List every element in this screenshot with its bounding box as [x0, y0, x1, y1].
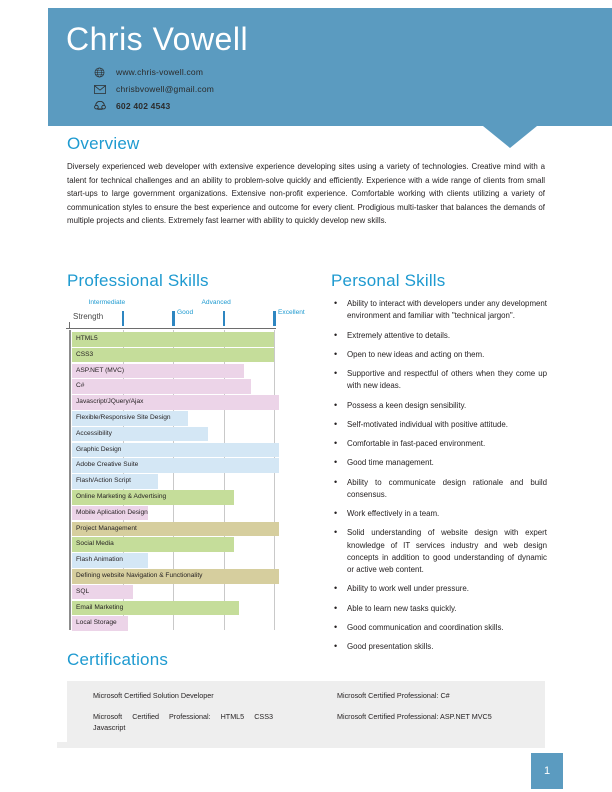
chart-bar-fill	[72, 332, 274, 347]
list-item: • Good time management.	[331, 457, 547, 469]
chart-bar-row	[72, 411, 274, 426]
list-item: • Comfortable in fast-paced environment.	[331, 438, 547, 450]
chart-bar-row	[72, 490, 274, 505]
chart-bar-label: Project Management	[76, 524, 137, 532]
chart-bar-row	[72, 379, 274, 394]
chart-bar-row	[72, 458, 274, 473]
chart-bar-label: Adobe Creative Suite	[76, 461, 139, 469]
axis-tick-label-1: Intermediate	[88, 299, 126, 306]
overview-heading: Overview	[67, 134, 140, 153]
list-item: • Ability to work well under pressure.	[331, 583, 547, 595]
chart-bar-label: Online Marketing & Advertising	[76, 493, 167, 500]
chart-bar-label: Javascript/JQuery/Ajax	[76, 398, 144, 406]
chart-bar-label: Flexible/Responsive Site Design	[76, 414, 171, 421]
chart-bar-label: HTML5	[76, 335, 98, 342]
chart-bar-row	[72, 616, 274, 631]
list-item: • Good presentation skills.	[331, 641, 547, 653]
chart-bar-label: C#	[76, 382, 85, 390]
certification-item: Microsoft Certified Professional: ASP.NET MVC5	[337, 711, 492, 721]
chart-bar-label: SQL	[76, 587, 90, 595]
chart-bar-row	[72, 348, 274, 363]
chart-bar-row	[72, 364, 274, 379]
chart-bar-row	[72, 506, 274, 521]
contact-list	[94, 64, 394, 115]
certifications-heading: Certifications	[67, 650, 169, 669]
professional-skills-heading: Professional Skills	[67, 271, 209, 290]
certifications-column-right	[337, 691, 517, 733]
chart-bar-row	[72, 601, 274, 616]
axis-tick-2	[172, 311, 175, 326]
page-number-badge: 1	[531, 753, 563, 789]
list-item: • Solid understanding of website design with expert knowledge of IT services industry and web design concepts in addition to good understanding of dynamic or active web content.	[331, 527, 547, 576]
chart-bar-label: Defining website Navigation & Functionality	[76, 572, 203, 579]
website-text: www.chris-vowell.com	[116, 67, 204, 77]
chart-bar-label: Accessibility	[76, 429, 112, 437]
certification-item: Microsoft Certified Professional: C#	[337, 691, 450, 700]
list-item: • Supportive and respectful of others when they come up with new ideas.	[331, 368, 547, 393]
axis-tick-label-4: Excellent	[278, 309, 305, 316]
axis-tick-1	[122, 311, 125, 326]
list-item: • Good communication and coordination skills.	[331, 622, 547, 634]
footer-divider	[57, 742, 545, 748]
chart-bar-row	[72, 395, 274, 410]
chart-bar-label: Email Marketing	[76, 603, 124, 611]
header-notch-triangle	[483, 126, 537, 148]
certification-item: Microsoft Certified Professional: HTML5 CSS3 Javascript	[93, 711, 273, 732]
overview-paragraph: Diversely experienced web developer with extensive experience developing sites using a variety of technologies. Creative mind with a talent for technical challenges and an ability to problem-solve quickly and efficiently. Experience with a wide range of clients from small start-ups to large government organizations. Extensive non-profit experience. Comfortable working with clients utilizing a variety of communication styles to ensure the best experience and outcome for every client. Prodigious multi-tasker that balances the demands of multiple projects and clients. Extremely fast learner with ability to quickly develop new skills.	[67, 162, 545, 226]
chart-bar-row	[72, 585, 274, 600]
email-text: chrisbvowell@gmail.com	[116, 84, 215, 94]
list-item: • Able to learn new tasks quickly.	[331, 603, 547, 615]
chart-bar-label: Local Storage	[76, 619, 117, 627]
chart-bar-row	[72, 332, 274, 347]
chart-bar-fill	[72, 379, 251, 394]
list-item: • Extremely attentive to details.	[331, 330, 547, 342]
professional-skills-chart	[66, 299, 305, 634]
chart-bar-label: Mobile Aplication Design	[76, 508, 148, 516]
page-title: Chris Vowell	[66, 21, 249, 57]
contact-row-website[interactable]	[94, 64, 394, 80]
chart-bar-label: Flash Animation	[76, 556, 123, 564]
certifications-column-left	[93, 691, 273, 743]
list-item: • Self-motivated individual with positive attitude.	[331, 419, 547, 431]
contact-row-phone[interactable]	[94, 98, 394, 114]
phone-text: 602 402 4543	[116, 101, 171, 111]
axis-baseline	[66, 328, 276, 329]
certifications-panel	[67, 681, 545, 746]
list-item: • Ability to interact with developers under any development environment and familiar with "technical jargon".	[331, 298, 547, 323]
chart-bar-row	[72, 427, 274, 442]
chart-bar-row	[72, 569, 274, 584]
chart-bar-label: Flash/Action Script	[76, 477, 131, 485]
chart-bar-row	[72, 443, 274, 458]
chart-bar-row	[72, 553, 274, 568]
envelope-icon	[94, 85, 116, 94]
axis-tick-3	[223, 311, 226, 326]
chart-bar-label: Social Media	[76, 540, 114, 548]
chart-left-rail	[69, 330, 71, 630]
list-item: • Possess a keen design sensibility.	[331, 400, 547, 412]
personal-skills-heading: Personal Skills	[331, 271, 446, 290]
certification-item: Microsoft Certified Solution Developer	[93, 691, 214, 700]
list-item: • Open to new ideas and acting on them.	[331, 349, 547, 361]
chart-plot-area	[66, 330, 276, 632]
chart-axis	[66, 299, 305, 330]
gridline-4	[274, 330, 275, 630]
list-item: • Ability to communicate design rationale and build consensus.	[331, 477, 547, 502]
personal-skills-list	[331, 298, 547, 660]
telephone-icon	[94, 101, 116, 111]
chart-bar-label: CSS3	[76, 350, 94, 358]
chart-bar-row	[72, 537, 274, 552]
axis-tick-4	[273, 311, 276, 326]
axis-tick-label-3: Advanced	[201, 299, 231, 306]
chart-bar-row	[72, 522, 274, 537]
contact-row-email[interactable]	[94, 81, 394, 97]
globe-icon	[94, 67, 116, 78]
chart-bar-label: Graphic Design	[76, 445, 122, 453]
chart-bar-row	[72, 474, 274, 489]
chart-bar-label: ASP.NET (MVC)	[76, 366, 125, 374]
chart-axis-label: Strength	[73, 312, 104, 321]
chart-bar-fill	[72, 348, 274, 363]
axis-tick-label-2: Good	[177, 309, 194, 316]
list-item: • Work effectively in a team.	[331, 508, 547, 520]
